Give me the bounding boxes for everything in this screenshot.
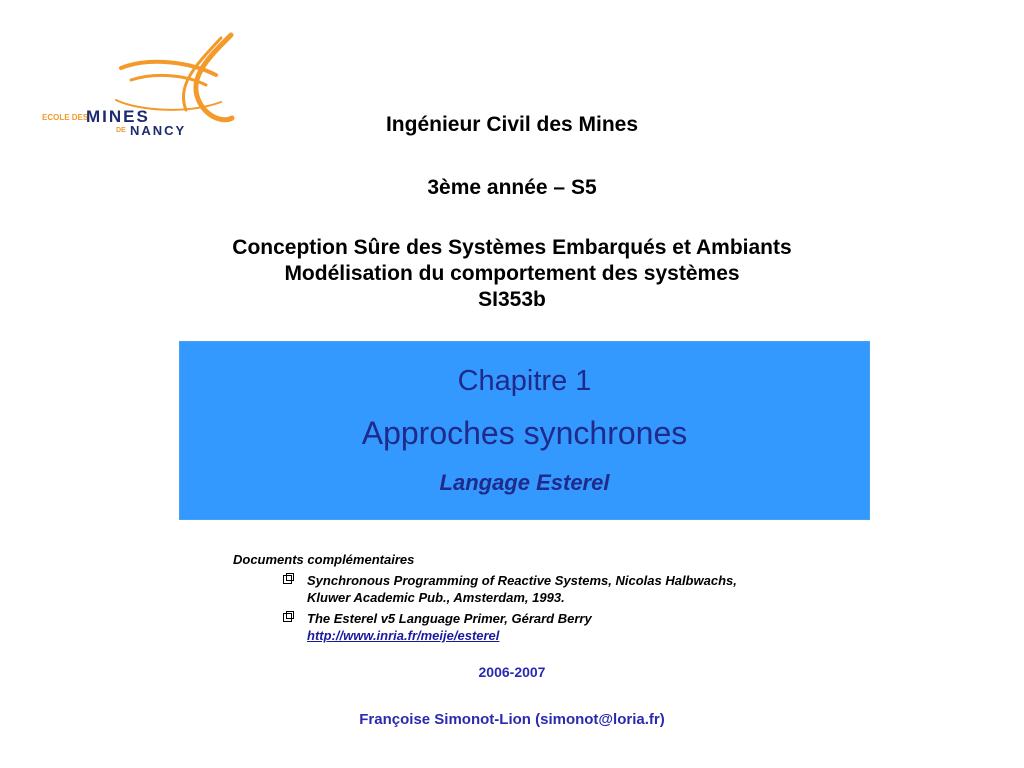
course-subtitle: Modélisation du comportement des systèmes [284,262,740,285]
checkbox-bullet-icon [283,613,292,622]
academic-years: 2006-2007 [478,664,546,680]
year-semester: 3ème année – S5 [427,176,597,199]
reference-line: Kluwer Academic Pub., Amsterdam, 1993. [307,590,565,605]
documents-section [233,551,737,643]
logo-text-ecole-des: ECOLE DES [42,113,89,122]
chapter-number: Chapitre 1 [457,365,592,397]
documents-title: Documents complémentaires [233,552,415,567]
reference-line: The Esterel v5 Language Primer, Gérard Berry [307,611,592,626]
chapter-subtitle: Langage Esterel [439,470,610,495]
program-title: Ingénieur Civil des Mines [385,113,639,136]
esterel-link[interactable]: http://www.inria.fr/meije/esterel [307,628,500,643]
logo-text-nancy: NANCY [130,123,187,138]
logo-text-mines: MINES [86,107,150,126]
reference-item [283,610,803,644]
checkbox-bullet-icon [283,575,292,584]
course-title: Conception Sûre des Systèmes Embarqués et Ambiants [232,236,792,259]
chapter-banner [179,341,870,520]
course-title-block [0,235,1024,313]
course-code: SI353b [478,288,546,311]
logo-text-de: DE [116,127,126,134]
author: Françoise Simonot-Lion (simonot@loria.fr) [359,711,665,728]
reference-item [283,572,803,606]
chapter-title: Approches synchrones [361,415,688,451]
reference-line: Synchronous Programming of Reactive Systems, Nicolas Halbwachs, [307,573,737,588]
